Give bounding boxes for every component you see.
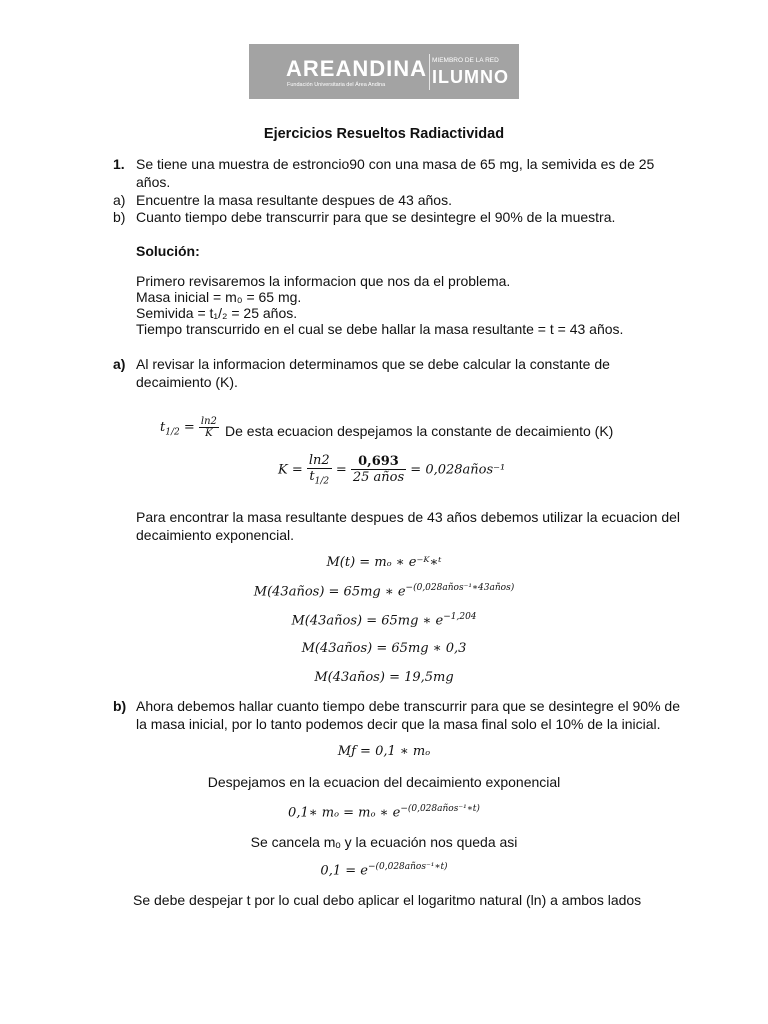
part-a-line1: Al revisar la informacion determinamos que se debe calcular la constante de (136, 356, 610, 372)
question-a-label: a) (113, 192, 126, 208)
mass-equation-step3: M(43años) = 65mg ∗ 0,3 (301, 641, 467, 656)
step-despejamos: Despejamos en la ecuacion del decaimiento exponencial (207, 774, 561, 790)
formula-note: De esta ecuacion despejamos la constante de decaimiento (K) (225, 423, 614, 439)
solution-mass-initial: Masa inicial = m₀ = 65 mg. (136, 289, 302, 305)
question-a-text: Encuentre la masa resultante despues de 43 años. (136, 192, 452, 208)
k-result: = 0,028años⁻¹ (410, 462, 506, 478)
solution-half-life: Semivida = t₁/₂ = 25 años. (136, 305, 298, 321)
k-numerator: 0,693 (351, 454, 406, 470)
logo-divider (429, 54, 430, 90)
institution-logo (249, 44, 519, 99)
page-title: Ejercicios Resueltos Radiactividad (263, 126, 505, 142)
question-b-text: Cuanto tiempo debe transcurrir para que se desintegre el 90% de la muestra. (136, 209, 616, 225)
mass-equation-step2: M(43años) = 65mg ∗ $e^{-1,204}$ (291, 612, 477, 629)
problem-number: 1. (113, 156, 125, 172)
final-mass-equation: Mƒ = 0,1 ∗ mₒ (337, 744, 431, 759)
problem-statement-line1: Se tiene una muestra de estroncio90 con una masa de 65 mg, la semivida es de 25 (136, 156, 655, 172)
exp-intro-line1: Para encontrar la masa resultante despues de 43 años debemos utilizar la ecuacion del (136, 509, 680, 525)
logo-network-name: ILUMNO (432, 67, 509, 87)
part-a-line2: decaimiento (K). (136, 374, 238, 390)
logo-name: AREANDINA (286, 56, 427, 81)
question-b-label: b) (113, 209, 126, 225)
mass-equation-step1: M(43años) = 65mg ∗ $e^{-(0,028años^{-1}∗43años)}$ (253, 583, 515, 600)
k-equation: K = $\frac{\ln 2}{t_{1/2}}$ = $\frac{0,693}{\text{25 años}}$ = 0,028años⁻¹ (278, 453, 506, 487)
part-b-line2: la masa inicial, por lo tanto podemos decir que la masa final solo el 10% de la inicial. (136, 716, 661, 732)
solution-intro: Primero revisaremos la informacion que nos da el problema. (136, 273, 511, 289)
part-a-label: a) (113, 356, 126, 372)
solution-heading: Solución: (136, 243, 200, 259)
part-b-label: b) (113, 698, 127, 714)
step-ln: Se debe despejar t por lo cual debo aplicar el logaritmo natural (ln) a ambos lados (133, 892, 642, 908)
simplified-equation: $0,1 = e^{-(0,028años^{-1}∗t)}$ (320, 862, 448, 879)
logo-network-label: MIEMBRO DE LA RED (432, 57, 499, 64)
problem-statement-line2: años. (136, 174, 171, 190)
solution-time-elapsed: Tiempo transcurrido en el cual se debe hallar la masa resultante = t = 43 años. (136, 321, 624, 337)
mass-result: M(43años) = 19,5mg (314, 670, 454, 685)
decay-equation-b: 0,1∗ mₒ = mₒ ∗ $e^{-(0,028años^{-1}∗t)}$ (288, 804, 480, 821)
step-cancel: Se cancela mₒ y la ecuación nos queda asi (250, 834, 518, 850)
part-b-line1: Ahora debemos hallar cuanto tiempo debe transcurrir para que se desintegre el 90% de (136, 698, 680, 714)
k-denominator: 25 años (352, 470, 405, 486)
half-life-formula: $t_{1/2}$ = $\frac{\ln 2}{K}$ (160, 416, 217, 439)
logo-subtitle: Fundación Universitaria del Área Andina (287, 82, 386, 88)
exp-intro-line2: decaimiento exponencial. (136, 527, 294, 543)
exp-decay-equation: M(t) = mₒ ∗ e⁻ᴷ∗ᵗ (326, 555, 442, 570)
